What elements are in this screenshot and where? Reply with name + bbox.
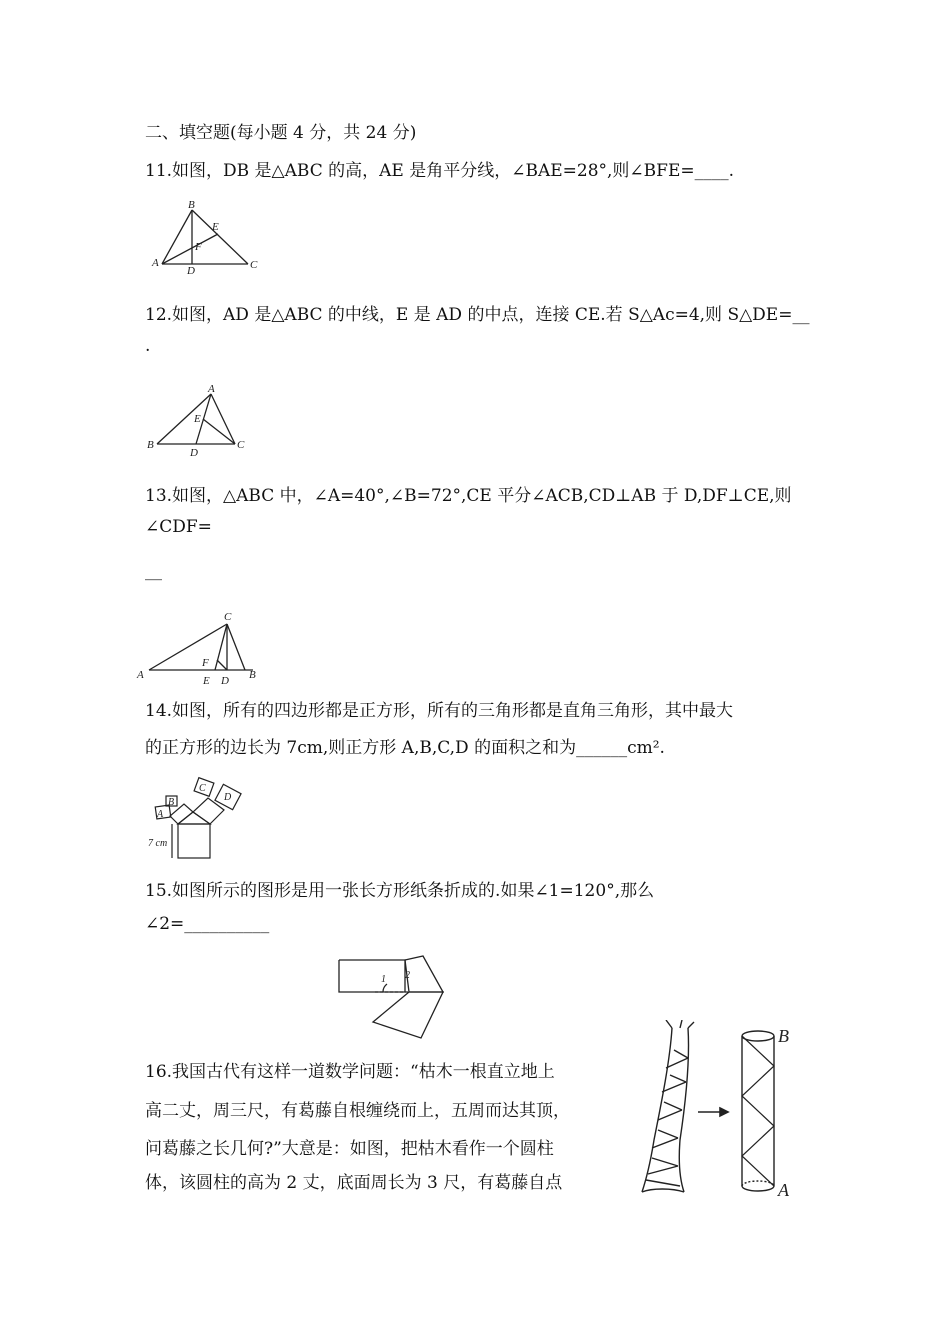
q15-label-1: 1 [381,974,386,985]
q14-label-c: C [199,783,206,794]
q16-label-a: A [778,1180,789,1200]
q11-label-f: F [195,241,202,253]
q16-figure [632,1020,802,1205]
section-title: 二、填空题(每小题 4 分，共 24 分) [145,123,417,143]
q14-figure [148,772,258,864]
q15-text: 15.如图所示的图形是用一张长方形纸条折成的.如果∠1=120°,那么 [145,881,655,901]
q13-cont: ∠CDF= [145,517,212,537]
q14-label-b: B [168,797,175,808]
q13-label-d: D [221,675,229,686]
q13-label-a: A [137,669,144,681]
q14-label-side: 7 cm [148,838,168,849]
q13-label-f: F [202,657,209,669]
q16-line-4: 体，该圆柱的高为 2 丈，底面周长为 3 尺，有葛藤自点 [145,1173,563,1193]
q11-label-d: D [187,265,195,276]
q14-label-d: D [224,792,232,803]
q14-cont: 的正方形的边长为 7cm,则正方形 A,B,C,D 的面积之和为______cm². [145,738,665,758]
q13-text: 13.如图，△ABC 中，∠A=40°,∠B=72°,CE 平分∠ACB,CD⊥AB 于 D,DF⊥CE,则 [145,486,792,506]
q16-line-3: 问葛藤之长几何?”大意是：如图，把枯木看作一个圆柱 [145,1139,554,1159]
q12-label-a: A [208,383,215,395]
q12-label-e: E [194,413,201,425]
q12-figure [145,382,255,460]
q16-label-b: B [778,1026,789,1046]
q12-cont: . [145,336,151,356]
q11-label-b: B [188,199,195,211]
q11-text: 11.如图，DB 是△ABC 的高，AE 是角平分线，∠BAE=28°,则∠BFE=____. [145,161,735,181]
q15-figure [335,952,445,1042]
q16-line-2: 高二丈，周三尺，有葛藤自根缠绕而上，五周而达其顶， [145,1101,570,1121]
q13-blank: __ [145,561,162,581]
q13-label-b: B [249,669,256,681]
q14-text: 14.如图，所有的四边形都是正方形，所有的三角形都是直角三角形，其中最大 [145,701,734,721]
q12-label-b: B [147,439,154,451]
q13-label-e: E [203,675,210,686]
q13-figure [135,606,270,686]
q15-label-2: 2 [405,970,410,981]
q12-label-d: D [190,447,198,459]
q16-line-1: 16.我国古代有这样一道数学问题：“枯木一根直立地上 [145,1062,555,1082]
q11-label-a: A [152,257,159,269]
q15-cont: ∠2=__________ [145,914,270,934]
q13-label-c: C [224,611,232,623]
q11-label-c: C [250,259,258,271]
q12-label-c: C [237,439,245,451]
q11-label-e: E [212,221,219,233]
q12-text: 12.如图，AD 是△ABC 的中线，E 是 AD 的中点，连接 CE.若 S△Ac=4,则 S△DE=__ [145,305,810,325]
q11-figure [150,198,265,276]
q14-label-a: A [157,809,164,820]
